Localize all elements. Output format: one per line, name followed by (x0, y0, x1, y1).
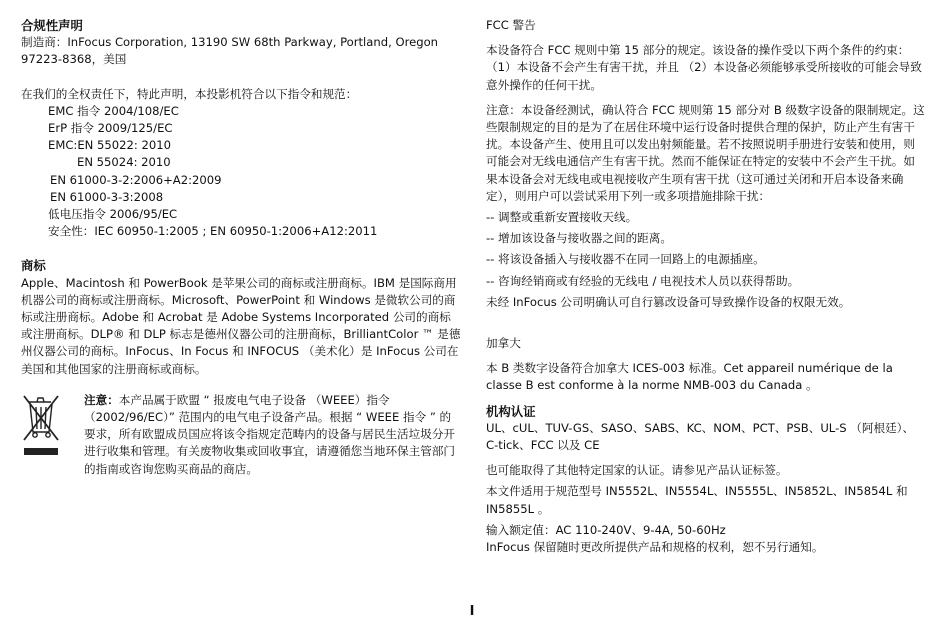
standard-item: EN 61000-3-3:2008 (50, 189, 164, 204)
weee-body: 本产品属于欧盟 “ 报废电气电子设备 （WEEE）指令（2002/96/EC）” 范围内的电气电子设备产品。根据 “ WEEE 指令 ” 的要求，所有欧盟成员国应将该令指规定范畴内的设备与居民生活垃圾分开进行收集和管理。有关废物收集或回收事宜，请遵循您当地环保主管部门的指南或咨询您购买商品的商店。 (84, 392, 456, 476)
fcc-measure: -- 增加该设备与接收器之间的距离。 (486, 231, 672, 246)
approvals-other: 也可能取得了其他特定国家的认证。请参见产品认证标签。 (486, 463, 788, 478)
trademark-heading: 商标 (21, 258, 46, 274)
declaration-heading: 合规性声明 (21, 18, 83, 33)
weee-label: 注意： (84, 392, 119, 407)
fcc-measure: -- 调整或重新安置接收天线。 (486, 210, 638, 225)
fcc-measure: -- 将该设备插入与接收器不在同一回路上的电源插座。 (486, 252, 765, 267)
weee-crossed-bin-icon (21, 392, 63, 478)
standard-item: EN 61000-3-2:2006+A2:2009 (50, 172, 222, 187)
standard-item: 安全性：IEC 60950-1:2005 ; EN 60950-1:2006+A12:2011 (48, 224, 378, 239)
canada-text: 本 B 类数字设备符合加拿大 ICES-003 标准。Cet appareil numérique de la classe B est conforme à la norme NMB-003 du Canada 。 (486, 361, 893, 393)
canada-heading: 加拿大 (486, 336, 521, 351)
weee-notice (21, 392, 461, 478)
rights-text: InFocus 保留随时更改所提供产品和规格的权利，恕不另行通知。 (486, 540, 824, 555)
fcc-paragraph: 本设备符合 FCC 规则中第 15 部分的规定。该设备的操作受以下两个条件的约束：（1）本设备不会产生有害干扰，并且 （2）本设备必须能够承受所接收的可能会导致意外操作的任何干扰。 (486, 43, 922, 92)
standard-item: 低电压指令 2006/95/EC (48, 207, 178, 222)
models-text: 本文件适用于规范型号 IN5552L、IN5554L、IN5555L、IN5852L、IN5854L 和 IN5855L 。 (486, 484, 908, 516)
approvals-heading: 机构认证 (486, 403, 536, 419)
approvals-list: UL、cUL、TUV-GS、SASO、SABS、KC、NOM、PCT、PSB、UL-S （阿根廷）、C-tick、FCC 以及 CE (486, 420, 915, 453)
right-column (486, 17, 926, 556)
manufacturer-text: 制造商：InFocus Corporation, 13190 SW 68th Parkway, Portland, Oregon 97223-8368，美国 (21, 35, 439, 67)
fcc-warning: 未经 InFocus 公司明确认可自行篡改设备可导致操作设备的权限无效。 (486, 294, 851, 309)
standard-item: EMC 指令 2004/108/EC (48, 103, 179, 118)
left-column (21, 17, 461, 478)
trademark-text: Apple、Macintosh 和 PowerBook 是苹果公司的商标或注册商标。IBM 是国际商用机器公司的商标或注册商标。Microsoft、PowerPoint 和 Windows 是微软公司的商标或注册商标。Adobe 和 Acrobat 是 Adobe Systems Incorporated 公司的商标或注册商标。DLP® 和 DLP 标志是德州仪器公司的注册商标，BrilliantColor ™ 是德州仪器公司的商标。InFocus、In Focus 和 INFOCUS （美术化）是 InFocus 公司在美国和其他国家的注册商标或商标。 (21, 275, 461, 376)
rating-text: 输入额定值：AC 110-240V、9-4A, 50-60Hz (486, 522, 726, 537)
standard-item: EMC:EN 55022: 2010 (48, 138, 171, 153)
page-number: I (469, 604, 475, 619)
fcc-heading: FCC 警告 (486, 18, 536, 32)
fcc-paragraph: 注意：本设备经测试，确认符合 FCC 规则第 15 部分对 B 级数字设备的限制规定。这些限制规定的目的是为了在居住环境中运行设备时提供合理的保护，防止产生有害干扰。本设备产生、使用且可以发出射频能量。若不按照说明手册进行安装和使用，则可能会对无线电通信产生有害干扰。然而不能保证在特定的安装中不会产生干扰。如果本设备会对无线电或电视接收产生项有害干扰（这可通过关闭和开启本设备来确定），则用户可以尝试采用下列一或多项措施排除干扰： (486, 102, 925, 203)
fcc-measure: -- 咨询经销商或有经验的无线电 / 电视技术人员以获得帮助。 (486, 273, 800, 288)
standard-item: ErP 指令 2009/125/EC (48, 121, 173, 136)
standard-item: EN 55024: 2010 (77, 155, 171, 170)
declaration-intro: 在我们的全权责任下，特此声明，本投影机符合以下指令和规范： (21, 86, 358, 101)
weee-text (84, 392, 461, 478)
